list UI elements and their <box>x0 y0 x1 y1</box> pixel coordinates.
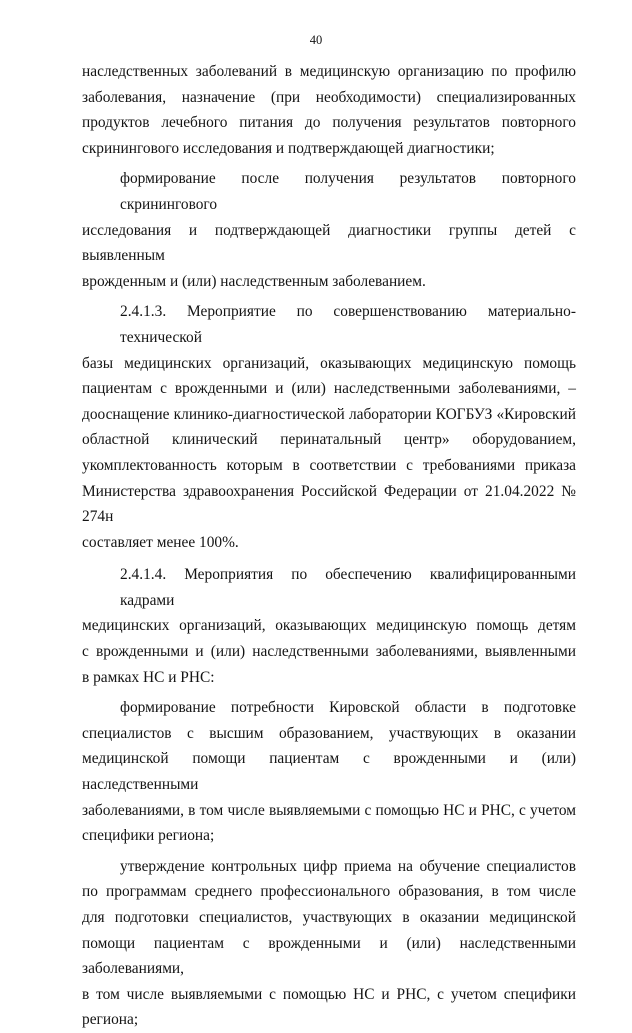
text-line: заболеваниями, в том числе выявляемыми с помощью НС и РНС, с учетом <box>82 801 576 819</box>
page-number: 40 <box>309 33 323 47</box>
text-line: заболевания, назначение (при необходимости) специализированных <box>82 88 576 106</box>
paragraph <box>82 562 576 690</box>
text-line: специалистов с высшим образованием, участвующих в оказании <box>82 724 576 742</box>
paragraph <box>82 695 576 849</box>
text-line: в том числе выявляемыми с помощью НС и РНС, с учетом специфики <box>82 985 576 1003</box>
text-line: врожденным и (или) наследственным заболеванием. <box>82 272 426 290</box>
text-line: дооснащение клинико-диагностической лаборатории КОГБУЗ «Кировский <box>82 405 576 423</box>
text-line: с врожденными и (или) наследственными заболеваниями, выявленными <box>82 643 576 661</box>
text-line: медицинской помощи пациентам с врожденными и (или) наследственными <box>82 750 576 794</box>
text-line: помощи пациентам с врожденными и (или) наследственными заболеваниями, <box>82 934 576 978</box>
text-line: базы медицинских организаций, оказывающих медицинскую помощь <box>82 354 576 372</box>
text-line: исследования и подтверждающей диагностики группы детей с выявленным <box>82 221 576 265</box>
text-line: наследственных заболеваний в медицинскую организацию по профилю <box>82 63 576 80</box>
text-line: скринингового исследования и подтверждающей диагностики; <box>82 139 495 157</box>
text-line: 2.4.1.3. Мероприятие по совершенствованию материально-технической <box>120 303 576 346</box>
text-line: укомплектованность которым в соответствии с требованиями приказа <box>82 456 576 474</box>
text-line: для подготовки специалистов, участвующих в оказании медицинской <box>82 909 576 926</box>
text-line: пациентам с врожденными и (или) наследственными заболеваниями, – <box>82 380 576 398</box>
document-body <box>82 59 576 1033</box>
paragraph <box>82 854 576 1033</box>
paragraph <box>82 166 576 294</box>
text-line: Министерства здравоохранения Российской Федерации от 21.04.2022 № 274н <box>82 482 576 526</box>
text-line: медицинских организаций, оказывающих медицинскую помощь детям <box>82 617 576 635</box>
text-line: составляет менее 100%. <box>82 533 239 551</box>
text-line: формирование потребности Кировской области в подготовке <box>120 699 576 717</box>
paragraph <box>82 59 576 161</box>
text-line: в рамках НС и РНС: <box>82 668 215 686</box>
text-line: по программам среднего профессионального образования, в том числе <box>82 883 576 901</box>
text-line: региона; <box>82 1011 139 1029</box>
paragraph <box>82 299 576 555</box>
text-line: специфики региона; <box>82 827 215 845</box>
text-line: областной клинический перинатальный центр» оборудованием, <box>82 431 576 449</box>
text-line: 2.4.1.4. Мероприятия по обеспечению квалифицированными кадрами <box>120 566 576 609</box>
text-line: утверждение контрольных цифр приема на обучение специалистов <box>120 857 576 875</box>
text-line: формирование после получения результатов повторного скринингового <box>120 170 576 213</box>
text-line: продуктов лечебного питания до получения результатов повторного <box>82 114 576 132</box>
